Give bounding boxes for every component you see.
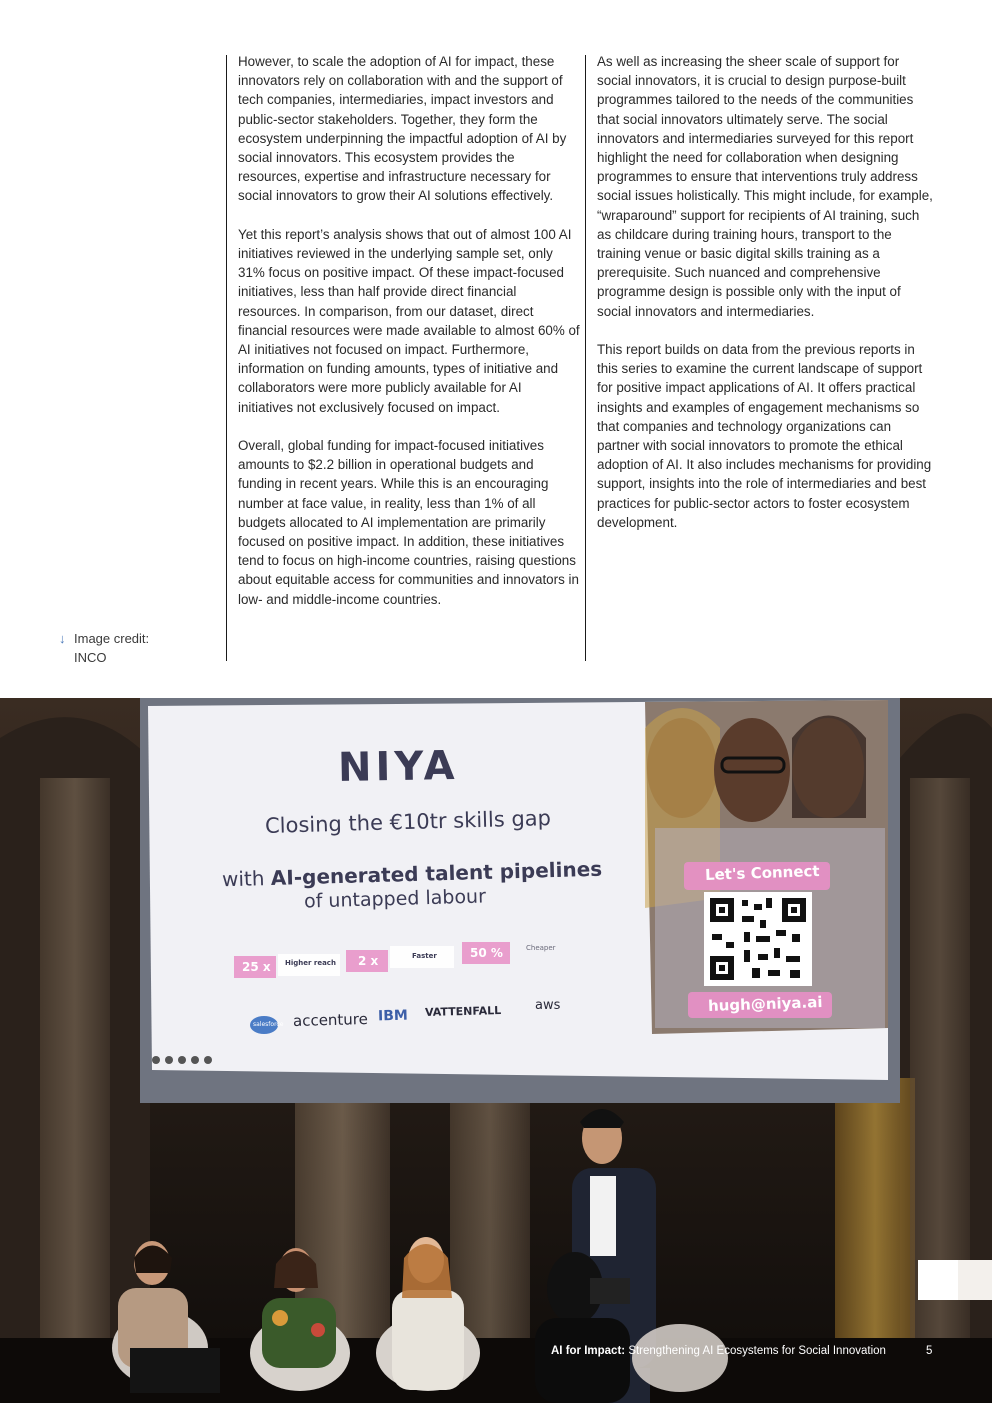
stat-value: 50 % [470,946,503,960]
slide-subline-prefix: with [221,865,272,892]
paragraph: However, to scale the adoption of AI for impact, these innovators rely on collaboration with and the support of tech companies, intermediaries, impact investors and public-sector stakeholders. Together, they form the ecosystem underpinning the impactful adoption of AI by social innovators. This ecosystem provides the resources, expertise and infrastructure necessary for social innovators to grow their AI solutions effectively. [238,54,567,204]
stage-scene [0,698,992,1403]
stat-label: Higher reach [285,959,336,967]
slide-cta: Let's Connect [704,862,820,884]
stat-label: Faster [412,952,437,960]
page-footer [551,1345,933,1357]
paragraph: As well as increasing the sheer scale of support for social innovators, it is crucial to design purpose-built programmes tailored to the needs of the communities that social innovators ultimately serve. The social innovators and intermediaries surveyed for this report highlight the need for collaboration when designing programmes to ensure that interventions truly address social issues holistically. This might include, for example, “wraparound” support for recipients of AI training, such as childcare during training hours, transport to the training venue or basic digital skills training as a prerequisite. Such nuanced and comprehensive programme design is possible only with the input of social innovators and intermediaries. [597,54,933,319]
conference-photo [0,698,992,1403]
column-rule-left [226,55,227,661]
image-credit [59,629,149,667]
stat-value: 25 x [242,960,271,974]
slide-headline: Closing the €10tr skills gap [264,806,552,838]
partner-logo-accenture: accenture [292,1010,369,1030]
text-column-left [238,52,580,628]
slide-subline-2: of untapped labour [303,885,487,913]
paragraph: This report builds on data from the previous reports in this series to examine the current landscape of support for positive impact applications of AI. It offers practical insights and examples of engagement mechanisms so that companies and technology organizations can partner with social innovators to promote the ethical adoption of AI. It also includes mechanisms for providing support, insights into the role of intermediaries and best practices for public-sector actors to foster ecosystem development. [597,342,932,530]
partner-logo-ibm: IBM [377,1007,409,1025]
paragraph: Overall, global funding for impact-focused initiatives amounts to $2.2 billion in operational budgets and funding in recent years. While this is an encouraging number at face value, in reality, less than 1% of all budgets allocated to AI implementation are primarily focused on positive impact. In addition, these initiatives tend to focus on high-income countries, raising questions about equitable access for communities and innovators in low- and middle-income countries. [238,438,579,607]
partner-logo-aws: aws [535,998,561,1013]
paragraph: Yet this report’s analysis shows that out of almost 100 AI initiatives reviewed in the underlying sample set, only 31% focus on positive impact. Of these impact-focused initiatives, less than half provide direct financial resources. In comparison, from our dataset, direct financial resources were made available to almost 60% of AI initiatives not focused on impact. Furthermore, information on funding amounts, types of initiative and collaborators were more publicly available for AI initiatives not exclusively focused on impact. [238,226,580,415]
slide-email: hugh@niya.ai [707,993,823,1015]
column-rule-middle [585,55,586,661]
footer-title-bold: AI for Impact: [551,1345,626,1357]
text-column-right [597,52,937,551]
stat-label: Cheaper [526,944,556,952]
slide-subline-bold: AI-generated talent pipelines [270,856,603,890]
footer-title: Strengthening AI Ecosystems for Social Innovation [625,1345,886,1357]
partner-logo-vattenfall: VATTENFALL [424,1004,502,1019]
arrow-down-icon: ↓ [59,631,66,646]
partner-logo-salesforce: salesforce [253,1021,284,1028]
page-number: 5 [926,1345,933,1357]
image-credit-source: INCO [74,650,107,665]
image-credit-label: Image credit: [74,631,150,646]
stat-value: 2 x [358,954,379,968]
slide-logo: NIYA [337,742,459,792]
